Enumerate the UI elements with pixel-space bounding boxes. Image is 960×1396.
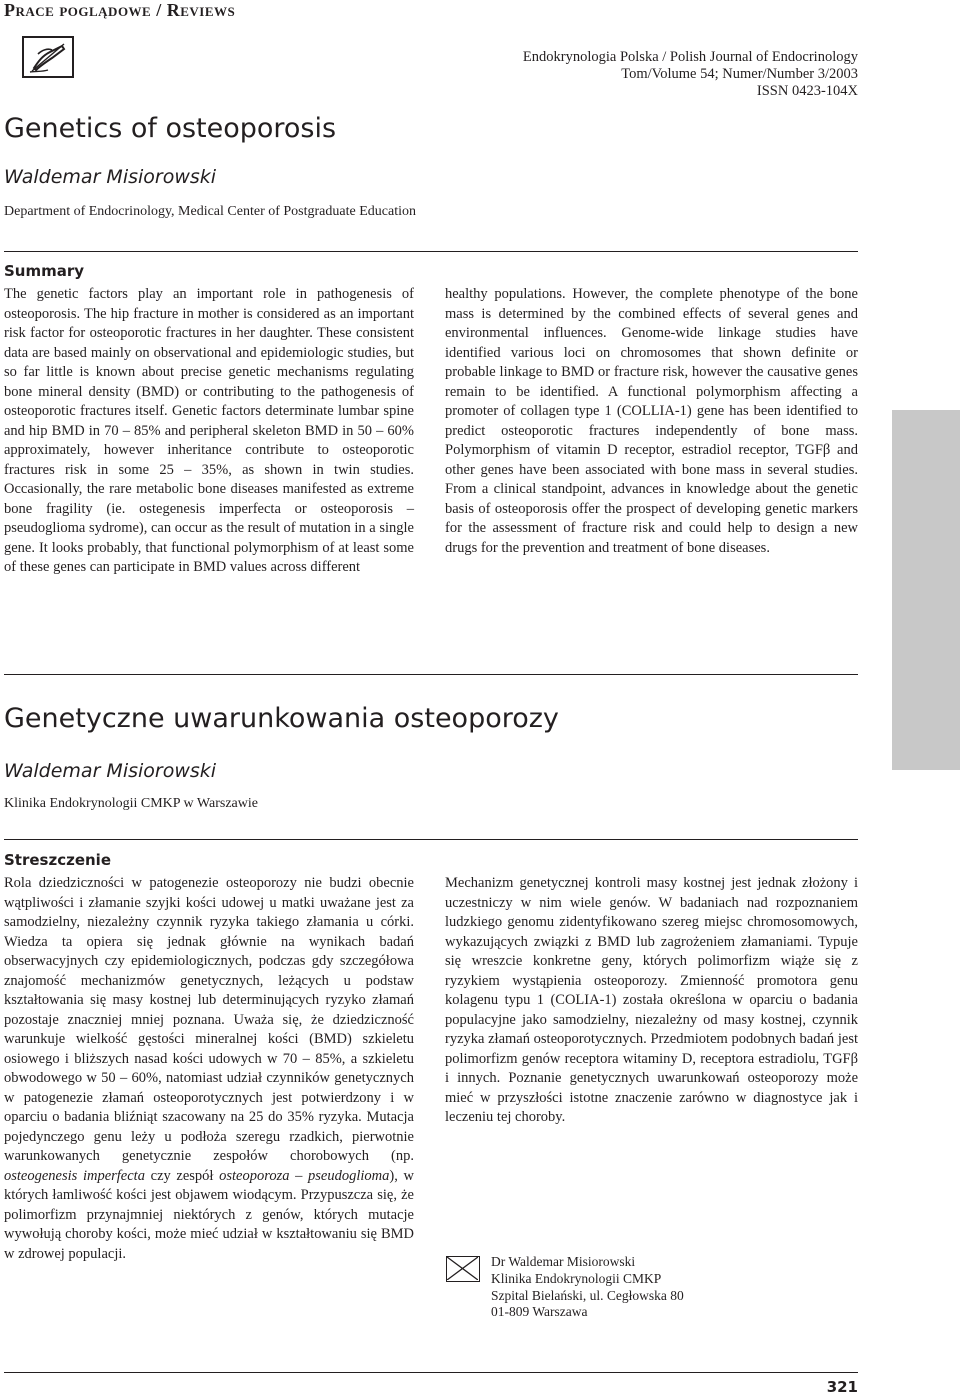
journal-issn: ISSN 0423-104X <box>756 83 858 99</box>
section-header: Prace poglądowe / Reviews <box>4 0 236 20</box>
summary-column-left <box>4 285 414 578</box>
text-run: czy zespół <box>144 1167 220 1184</box>
streszczenie-text-right: Mechanizm genetycznej kontroli masy kostnej jest jednak złożony i uczestniczy w nim wiele genów. W badaniach nad rozpoznaniem ludzkiego genomu zidentyfikowano szereg miejsc chromosomowych, wykazujących związki z BMD lub zagrożeniem złamaniami. Typuje się wreszcie konkretne geny, których polimorfizm wiąże się z ryzykiem wystąpienia osteoporozy. Zmienność promotora genu kolagenu typu 1 (COLIA-1) została określona w oparciu o badania populacyjne jako samodzielny, niezależny od masy kostnej, czynnik ryzyka złamań osteoporotycznych. Przedmiotem podobnych badań jest polimorfizm genów receptora witaminy D, receptora estradiolu, TGFβ i innych. Poznanie genetycznych uwarunkowań osteoporozy może mieć w przyszłości istotne znaczenie zarówno w diagnostyce jak i leczeniu tej choroby. <box>445 875 858 1125</box>
journal-logo <box>22 36 74 78</box>
italic-term: osteogenesis imperfecta <box>4 1167 145 1184</box>
summary-text-left: The genetic factors play an important role in pathogenesis of osteoporosis. The hip fracture in mother is considered as an important risk factor for osteoporotic fractures in her daughter. These consistent data are based mainly on observational and epidemiologic studies, but so far little is known about precise genetic mechanisms regulating bone mineral density (BMD) or contributing to the pathogenesis of osteoporotic fractures itself. Genetic factors determinate lumbar spine and hip BMD in 70 – 85% and peripheral skeleton BMD in 50 – 60% approximately, however inheritance contribute to osteoporotic fractures risk in some 25 – 35%, as shown in twin studies. Occasionally, the rare metabolic bone diseases manifested as extreme bone fragility (ie. ostegenesis imperfecta or osteoporosis – pseudoglioma sydrome), can occur as the result of mutation in a single gene. It looks probably, that functional polymorphism of at least some of these genes can participate in BMD values across different <box>4 286 414 575</box>
journal-volume: Tom/Volume 54; Numer/Number 3/2003 <box>621 66 858 82</box>
correspondence-address <box>491 1254 684 1321</box>
journal-info <box>523 49 858 100</box>
streszczenie-column-right <box>445 874 858 1128</box>
affiliation-pl: Klinika Endokrynologii CMKP w Warszawie <box>4 796 258 811</box>
summary-text-right: healthy populations. However, the complete phenotype of the bone mass is determined by the combined effects of several genes and environmental influences. Genome-wide linkage studies have identified various loci on chromosomes that shown definite or probable linkage to BMD or fracture risk, however the causative genes remain to be identified. A functional polymorphism affecting a promoter of collagen type 1 (COLLIA-1) gene has been identified to predict osteoporotic fractures independently of bone mass. Polymorphism of vitamin D receptor, estradiol receptor, TGFβ and other genes have been associated with bone mass in several studies. From a clinical standpoint, advances in knowledge about the genetic basis of osteoporosis offer the prospect of developing genetic markers for the assessment of fracture risk and could help to design a new drugs for the prevention and treatment of bone diseases. <box>445 286 858 556</box>
divider <box>4 251 858 252</box>
article-title-en: Genetics of osteoporosis <box>4 113 337 144</box>
journal-name: Endokrynologia Polska / Polish Journal of Endocrinology <box>522 49 858 65</box>
writing-hand-icon <box>24 38 72 76</box>
author-en: Waldemar Misiorowski <box>4 166 217 188</box>
italic-term: osteoporoza – pseudoglioma <box>219 1167 390 1184</box>
article-title-pl: Genetyczne uwarunkowania osteoporozy <box>4 703 559 734</box>
gray-side-tab <box>892 410 960 770</box>
summary-heading: Summary <box>4 262 85 280</box>
summary-column-right <box>445 285 858 558</box>
text-run: ), w których łamliwość kości jest objawem wiodącym. Przypuszcza się, że polimorfizm przynajmniej niektórych z genów, których mutacje wywołują choroby kości, może mieć udział w kształtowaniu się BMD w zdrowej populacji. <box>4 1167 414 1262</box>
text-run: Rola dziedziczności w patogenezie osteoporozy nie budzi obecnie wątpliwości i złamanie szyjki kości udowej u matki uważane jest za samodzielny, niezależny czynnik ryzyka takiego złamania u córki. Wiedza ta opiera się jednak głównie na wynikach badań obserwacyjnych czy epidemiologicznych, podczas gdy szczegółowa znajomość mechanizmów genetycznych, leżących u podstaw kształtowania się masy kostnej lub determinujących ryzyko złamań pozostaje znaczniej mniej poznana. Uważa się, że dziedziczność warunkuje wielkość gęstości mineralnej kości (BMD) szkieletu osiowego i bliższych nasad kości udowych w 70 – 85%, a szkieletu obwodowego w 50 – 60%, natomiast udział czynników genetycznych w patogenezie złamań osteoporotycznych jest potwierdzony i w oparciu o badania bliźniąt szacowany na 25 do 35% ryzyka. Mutacja pojedynczego genu leży u podłoża szeregu rzadkich, pierwotnie warunkowanych genetycznie zespołów chorobowych (np. <box>4 875 414 1164</box>
footer-divider <box>4 1372 858 1373</box>
correspondence-name: Dr Waldemar Misiorowski <box>491 1254 636 1269</box>
correspondence-street: Szpital Bielański, ul. Cegłowska 80 <box>491 1287 684 1303</box>
divider <box>4 674 858 675</box>
streszczenie-text-left <box>4 874 414 1264</box>
affiliation-en: Department of Endocrinology, Medical Center of Postgraduate Education <box>4 204 416 219</box>
page-number: 321 <box>826 1378 858 1396</box>
envelope-icon <box>446 1256 480 1282</box>
correspondence-city: 01-809 Warszawa <box>491 1304 588 1320</box>
streszczenie-column-left <box>4 874 414 1264</box>
author-pl: Waldemar Misiorowski <box>4 760 217 782</box>
correspondence-clinic: Klinika Endokrynologii CMKP <box>491 1270 662 1286</box>
streszczenie-heading: Streszczenie <box>4 851 111 869</box>
divider <box>4 839 858 840</box>
